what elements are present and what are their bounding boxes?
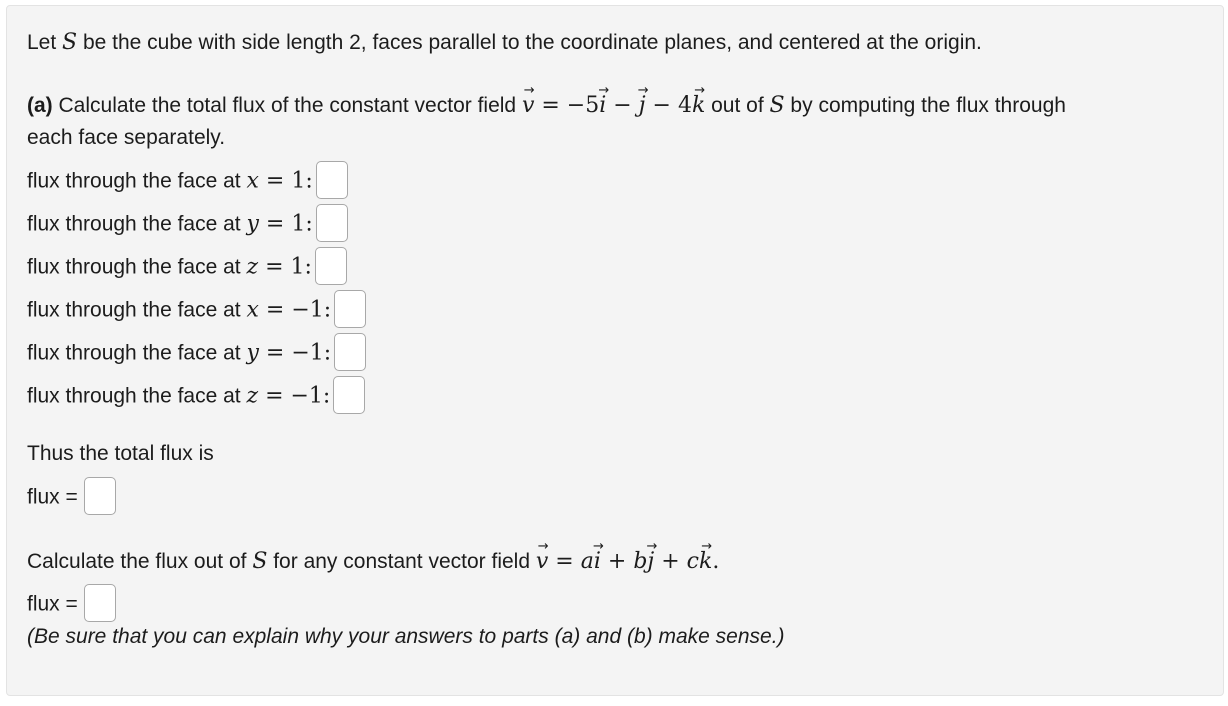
- face-row-prefix: flux through the face at: [27, 212, 247, 236]
- total-flux-input[interactable]: [84, 477, 116, 515]
- vector-k-symbol: → k: [692, 93, 705, 119]
- part-a-minus4: − 4: [645, 93, 692, 118]
- face-row-prefix: flux through the face at: [27, 384, 247, 408]
- general-flux-row: [27, 586, 116, 624]
- vector-v-symbol: → v: [536, 549, 548, 575]
- flux-z-pos-input[interactable]: [315, 247, 347, 285]
- face-row-rhs: = 1:: [258, 254, 312, 280]
- part-b-dot: .: [712, 549, 720, 574]
- face-row-var: y: [246, 211, 259, 237]
- face-row-rhs: = −1:: [258, 297, 332, 323]
- vector-j-symbol: → j: [639, 93, 646, 119]
- face-row-x-pos: [27, 163, 348, 201]
- problem-card: [6, 5, 1224, 696]
- explanation-note: (Be sure that you can explain why your answers to parts (a) and (b) make sense.): [27, 625, 785, 648]
- vector-i-symbol: → i: [599, 93, 606, 119]
- part-a-label: (a): [27, 94, 53, 117]
- face-row-prefix: flux through the face at: [27, 298, 247, 322]
- vector-k-symbol: → k: [699, 549, 712, 575]
- part-a-text2: out of: [705, 94, 770, 117]
- face-row-z-pos: [27, 249, 347, 287]
- intro-part1: Let: [27, 31, 63, 54]
- face-row-var: z: [246, 254, 259, 280]
- part-a-s-symbol: S: [769, 93, 785, 118]
- flux-z-neg-input[interactable]: [333, 376, 365, 414]
- face-row-x-neg: [27, 292, 366, 330]
- vector-j-symbol: → j: [647, 549, 654, 575]
- face-row-prefix: flux through the face at: [27, 169, 247, 193]
- coef-b-symbol: b: [633, 549, 648, 574]
- face-row-var: x: [246, 297, 259, 323]
- flux-y-pos-input[interactable]: [316, 204, 348, 242]
- part-b-eq: =: [548, 549, 581, 574]
- part-a-question: [27, 93, 1066, 119]
- coef-c-symbol: c: [686, 549, 699, 574]
- intro-part2: be the cube with side length 2, faces parallel to the coordinate planes, and centered at the origin.: [77, 31, 982, 54]
- face-row-rhs: = 1:: [258, 168, 313, 194]
- intro-text: [27, 30, 982, 56]
- part-b-text1: Calculate the flux out of: [27, 550, 253, 573]
- flux-x-pos-input[interactable]: [316, 161, 348, 199]
- face-row-y-neg: [27, 335, 366, 373]
- face-row-var: x: [246, 168, 259, 194]
- general-flux-input[interactable]: [84, 584, 116, 622]
- part-b-plus2: +: [654, 549, 687, 574]
- face-row-prefix: flux through the face at: [27, 255, 247, 279]
- vector-v-symbol: → v: [522, 93, 534, 119]
- face-row-rhs: = 1:: [258, 211, 313, 237]
- part-b-s-symbol: S: [252, 549, 268, 574]
- general-flux-label: flux =: [27, 592, 78, 616]
- flux-x-neg-input[interactable]: [334, 290, 366, 328]
- face-row-prefix: flux through the face at: [27, 341, 247, 365]
- total-flux-row: [27, 479, 116, 517]
- total-flux-label: flux =: [27, 485, 78, 509]
- part-a-eq: = −5: [534, 93, 600, 118]
- part-a-text3: by computing the flux through: [784, 94, 1066, 117]
- coef-a-symbol: a: [580, 549, 594, 574]
- part-a-minus: −: [606, 93, 639, 118]
- part-a-text1: Calculate the total flux of the constant vector field: [52, 94, 522, 117]
- face-row-var: y: [246, 340, 259, 366]
- part-a-question-cont: each face separately.: [27, 126, 226, 149]
- total-flux-text: Thus the total flux is: [27, 442, 214, 465]
- face-row-y-pos: [27, 206, 348, 244]
- flux-y-neg-input[interactable]: [334, 333, 366, 371]
- intro-s-symbol: S: [62, 30, 78, 55]
- face-row-rhs: = −1:: [258, 383, 331, 409]
- vector-i-symbol: → i: [594, 549, 601, 575]
- part-b-question: [27, 549, 719, 575]
- face-row-rhs: = −1:: [258, 340, 332, 366]
- face-row-z-neg: [27, 378, 365, 416]
- part-b-plus1: +: [600, 549, 634, 574]
- face-row-var: z: [246, 383, 259, 409]
- part-b-text2: for any constant vector field: [267, 550, 536, 573]
